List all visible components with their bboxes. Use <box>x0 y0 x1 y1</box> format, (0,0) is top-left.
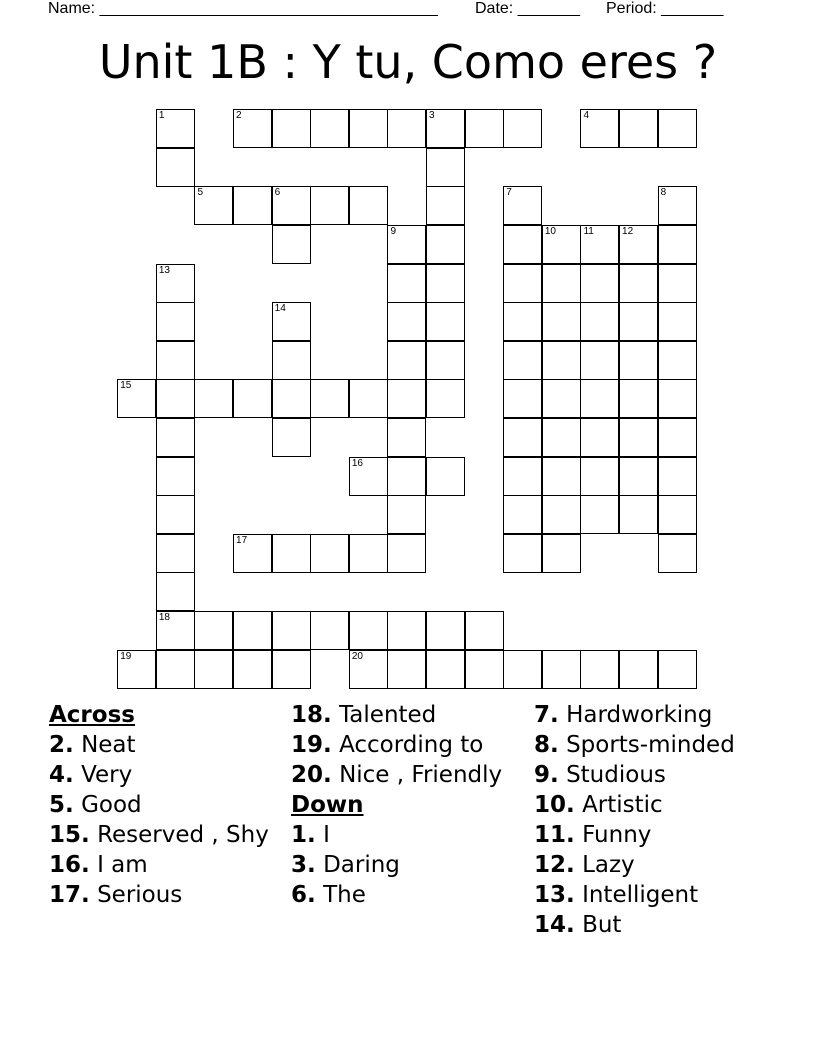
crossword-cell[interactable] <box>233 186 272 225</box>
crossword-cell[interactable] <box>542 302 581 341</box>
crossword-cell[interactable] <box>542 225 581 264</box>
crossword-cell[interactable] <box>272 418 311 457</box>
crossword-cell[interactable] <box>156 341 195 380</box>
clue-down-12: 12. Lazy <box>534 852 635 878</box>
crossword-cell[interactable] <box>272 611 311 650</box>
crossword-cell[interactable] <box>387 264 426 303</box>
crossword-cell[interactable] <box>619 495 658 534</box>
crossword-cell[interactable] <box>619 302 658 341</box>
crossword-cell[interactable] <box>349 611 388 650</box>
clue-down-14: 14. But <box>534 912 622 938</box>
crossword-cell[interactable] <box>387 379 426 418</box>
across-heading: Across <box>49 702 135 728</box>
crossword-cell[interactable] <box>580 379 619 418</box>
clue-number: 6 <box>274 187 281 199</box>
crossword-cell[interactable] <box>426 302 465 341</box>
clue-down-6: 6. The <box>291 882 366 908</box>
clue-down-7: 7. Hardworking <box>534 702 713 728</box>
crossword-cell[interactable] <box>426 109 465 148</box>
crossword-cell[interactable] <box>658 302 697 341</box>
crossword-cell[interactable] <box>503 264 542 303</box>
crossword-cell[interactable] <box>156 109 195 148</box>
crossword-cell[interactable] <box>272 534 311 573</box>
clue-number: 10 <box>544 226 556 238</box>
crossword-cell[interactable] <box>310 186 349 225</box>
crossword-cell[interactable] <box>349 109 388 148</box>
crossword-cell[interactable] <box>349 457 388 496</box>
crossword-cell[interactable] <box>156 572 195 611</box>
crossword-cell[interactable] <box>658 534 697 573</box>
crossword-cell[interactable] <box>117 650 156 689</box>
crossword-cell[interactable] <box>580 302 619 341</box>
crossword-cell[interactable] <box>426 457 465 496</box>
clue-number: 15 <box>120 380 132 392</box>
crossword-cell[interactable] <box>619 457 658 496</box>
crossword-cell[interactable] <box>387 495 426 534</box>
crossword-cell[interactable] <box>503 650 542 689</box>
crossword-cell[interactable] <box>233 109 272 148</box>
page-title: Unit 1B : Y tu, Como eres ? <box>98 35 718 89</box>
clue-down-13: 13. Intelligent <box>534 882 699 908</box>
crossword-cell[interactable] <box>233 650 272 689</box>
clue-down-1: 1. I <box>291 822 330 848</box>
clue-number: 2 <box>236 110 242 122</box>
crossword-cell[interactable] <box>619 650 658 689</box>
crossword-cell[interactable] <box>503 495 542 534</box>
clue-number: 5 <box>197 187 203 199</box>
crossword-cell[interactable] <box>194 186 233 225</box>
crossword-cell[interactable] <box>542 495 581 534</box>
crossword-cell[interactable] <box>503 418 542 457</box>
crossword-cell[interactable] <box>156 148 195 187</box>
crossword-cell[interactable] <box>426 225 465 264</box>
crossword-cell[interactable] <box>542 379 581 418</box>
crossword-cell[interactable] <box>156 302 195 341</box>
crossword-cell[interactable] <box>542 418 581 457</box>
crossword-cell[interactable] <box>426 650 465 689</box>
crossword-cell[interactable] <box>619 109 658 148</box>
crossword-cell[interactable] <box>194 611 233 650</box>
crossword-cell[interactable] <box>156 650 195 689</box>
crossword-cell[interactable] <box>233 534 272 573</box>
crossword-cell[interactable] <box>272 225 311 264</box>
crossword-cell[interactable] <box>658 186 697 225</box>
crossword-cell[interactable] <box>619 341 658 380</box>
crossword-cell[interactable] <box>272 341 311 380</box>
clue-number: 7 <box>506 187 512 199</box>
clue-across-18: 18. Talented <box>291 702 437 728</box>
crossword-cell[interactable] <box>619 379 658 418</box>
down-heading: Down <box>291 792 364 818</box>
crossword-cell[interactable] <box>387 109 426 148</box>
crossword-cell[interactable] <box>465 109 504 148</box>
crossword-cell[interactable] <box>580 109 619 148</box>
clue-number: 18 <box>158 612 170 624</box>
crossword-cell[interactable] <box>387 418 426 457</box>
crossword-cell[interactable] <box>503 534 542 573</box>
crossword-cell[interactable] <box>349 534 388 573</box>
crossword-cell[interactable] <box>580 341 619 380</box>
crossword-cell[interactable] <box>658 225 697 264</box>
period-field[interactable]: Period: _______ <box>606 0 724 17</box>
crossword-cell[interactable] <box>387 611 426 650</box>
clue-across-20: 20. Nice , Friendly <box>291 762 503 788</box>
crossword-cell[interactable] <box>426 148 465 187</box>
crossword-cell[interactable] <box>156 418 195 457</box>
crossword-cell[interactable] <box>156 379 195 418</box>
crossword-cell[interactable] <box>658 341 697 380</box>
crossword-cell[interactable] <box>503 225 542 264</box>
crossword-cell[interactable] <box>387 457 426 496</box>
crossword-cell[interactable] <box>465 650 504 689</box>
clues-column-3 <box>534 702 794 942</box>
crossword-cell[interactable] <box>503 109 542 148</box>
crossword-cell[interactable] <box>503 302 542 341</box>
crossword-cell[interactable] <box>272 109 311 148</box>
crossword-cell[interactable] <box>156 611 195 650</box>
crossword-cell[interactable] <box>580 264 619 303</box>
clue-number: 11 <box>583 226 594 238</box>
crossword-cell[interactable] <box>658 264 697 303</box>
clue-across-4: 4. Very <box>49 762 133 788</box>
clue-down-3: 3. Daring <box>291 852 400 878</box>
crossword-cell[interactable] <box>310 611 349 650</box>
crossword-cell[interactable] <box>658 495 697 534</box>
crossword-cell[interactable] <box>542 457 581 496</box>
crossword-cell[interactable] <box>503 186 542 225</box>
crossword-cell[interactable] <box>542 264 581 303</box>
clues-column-2 <box>291 702 516 912</box>
crossword-cell[interactable] <box>658 650 697 689</box>
crossword-cell[interactable] <box>272 650 311 689</box>
clue-number: 3 <box>429 110 435 122</box>
crossword-cell[interactable] <box>580 418 619 457</box>
clue-number: 17 <box>236 534 248 546</box>
clue-number: 16 <box>351 457 363 469</box>
crossword-cell[interactable] <box>272 379 311 418</box>
crossword-cell[interactable] <box>310 379 349 418</box>
crossword-cell[interactable] <box>426 611 465 650</box>
crossword-cell[interactable] <box>156 495 195 534</box>
clue-number: 1 <box>158 110 165 122</box>
crossword-cell[interactable] <box>580 495 619 534</box>
crossword-cell[interactable] <box>233 611 272 650</box>
clue-number: 9 <box>390 226 396 238</box>
clue-number: 12 <box>622 226 634 238</box>
clue-number: 14 <box>274 303 286 315</box>
crossword-cell[interactable] <box>542 650 581 689</box>
clue-number: 4 <box>583 110 589 122</box>
crossword-cell[interactable] <box>156 457 195 496</box>
clue-number: 20 <box>351 650 363 662</box>
clue-down-8: 8. Sports-minded <box>534 732 735 758</box>
crossword-cell[interactable] <box>542 534 581 573</box>
crossword-cell[interactable] <box>387 341 426 380</box>
crossword-cell[interactable] <box>387 650 426 689</box>
clues-column-1 <box>49 702 284 912</box>
crossword-cell[interactable] <box>426 186 465 225</box>
crossword-cell[interactable] <box>272 186 311 225</box>
crossword-cell[interactable] <box>580 650 619 689</box>
crossword-cell[interactable] <box>503 341 542 380</box>
crossword-cell[interactable] <box>349 650 388 689</box>
crossword-cell[interactable] <box>619 225 658 264</box>
crossword-cell[interactable] <box>310 109 349 148</box>
clue-number: 8 <box>660 187 667 199</box>
clue-across-2: 2. Neat <box>49 732 136 758</box>
clue-down-10: 10. Artistic <box>534 792 663 818</box>
name-field[interactable]: Name: ______________________________________ <box>48 0 438 17</box>
crossword-cell[interactable] <box>580 457 619 496</box>
crossword-cell[interactable] <box>658 109 697 148</box>
crossword-cell[interactable] <box>349 186 388 225</box>
clue-down-11: 11. Funny <box>534 822 652 848</box>
crossword-cell[interactable] <box>503 379 542 418</box>
crossword-cell[interactable] <box>503 457 542 496</box>
date-field[interactable]: Date: _______ <box>475 0 580 17</box>
crossword-cell[interactable] <box>194 650 233 689</box>
crossword-cell[interactable] <box>310 534 349 573</box>
crossword-cell[interactable] <box>580 225 619 264</box>
crossword-cell[interactable] <box>658 457 697 496</box>
crossword-cell[interactable] <box>233 379 272 418</box>
clue-across-5: 5. Good <box>49 792 142 818</box>
clue-across-15: 15. Reserved , Shy <box>49 822 269 848</box>
crossword-cell[interactable] <box>426 264 465 303</box>
crossword-cell[interactable] <box>658 379 697 418</box>
crossword-cell[interactable] <box>272 302 311 341</box>
clue-across-16: 16. I am <box>49 852 148 878</box>
crossword-cell[interactable] <box>542 341 581 380</box>
crossword-cell[interactable] <box>387 534 426 573</box>
crossword-cell[interactable] <box>619 264 658 303</box>
clue-across-17: 17. Serious <box>49 882 183 908</box>
clue-number: 19 <box>120 650 132 662</box>
crossword-cell[interactable] <box>387 225 426 264</box>
clue-across-19: 19. According to <box>291 732 484 758</box>
crossword-cell[interactable] <box>426 379 465 418</box>
crossword-cell[interactable] <box>658 418 697 457</box>
clue-number: 13 <box>158 264 170 276</box>
crossword-cell[interactable] <box>117 379 156 418</box>
crossword-cell[interactable] <box>349 379 388 418</box>
crossword-cell[interactable] <box>465 611 504 650</box>
crossword-cell[interactable] <box>387 302 426 341</box>
crossword-cell[interactable] <box>619 418 658 457</box>
crossword-cell[interactable] <box>156 264 195 303</box>
crossword-cell[interactable] <box>426 341 465 380</box>
crossword-cell[interactable] <box>194 379 233 418</box>
crossword-cell[interactable] <box>156 534 195 573</box>
clue-down-9: 9. Studious <box>534 762 666 788</box>
